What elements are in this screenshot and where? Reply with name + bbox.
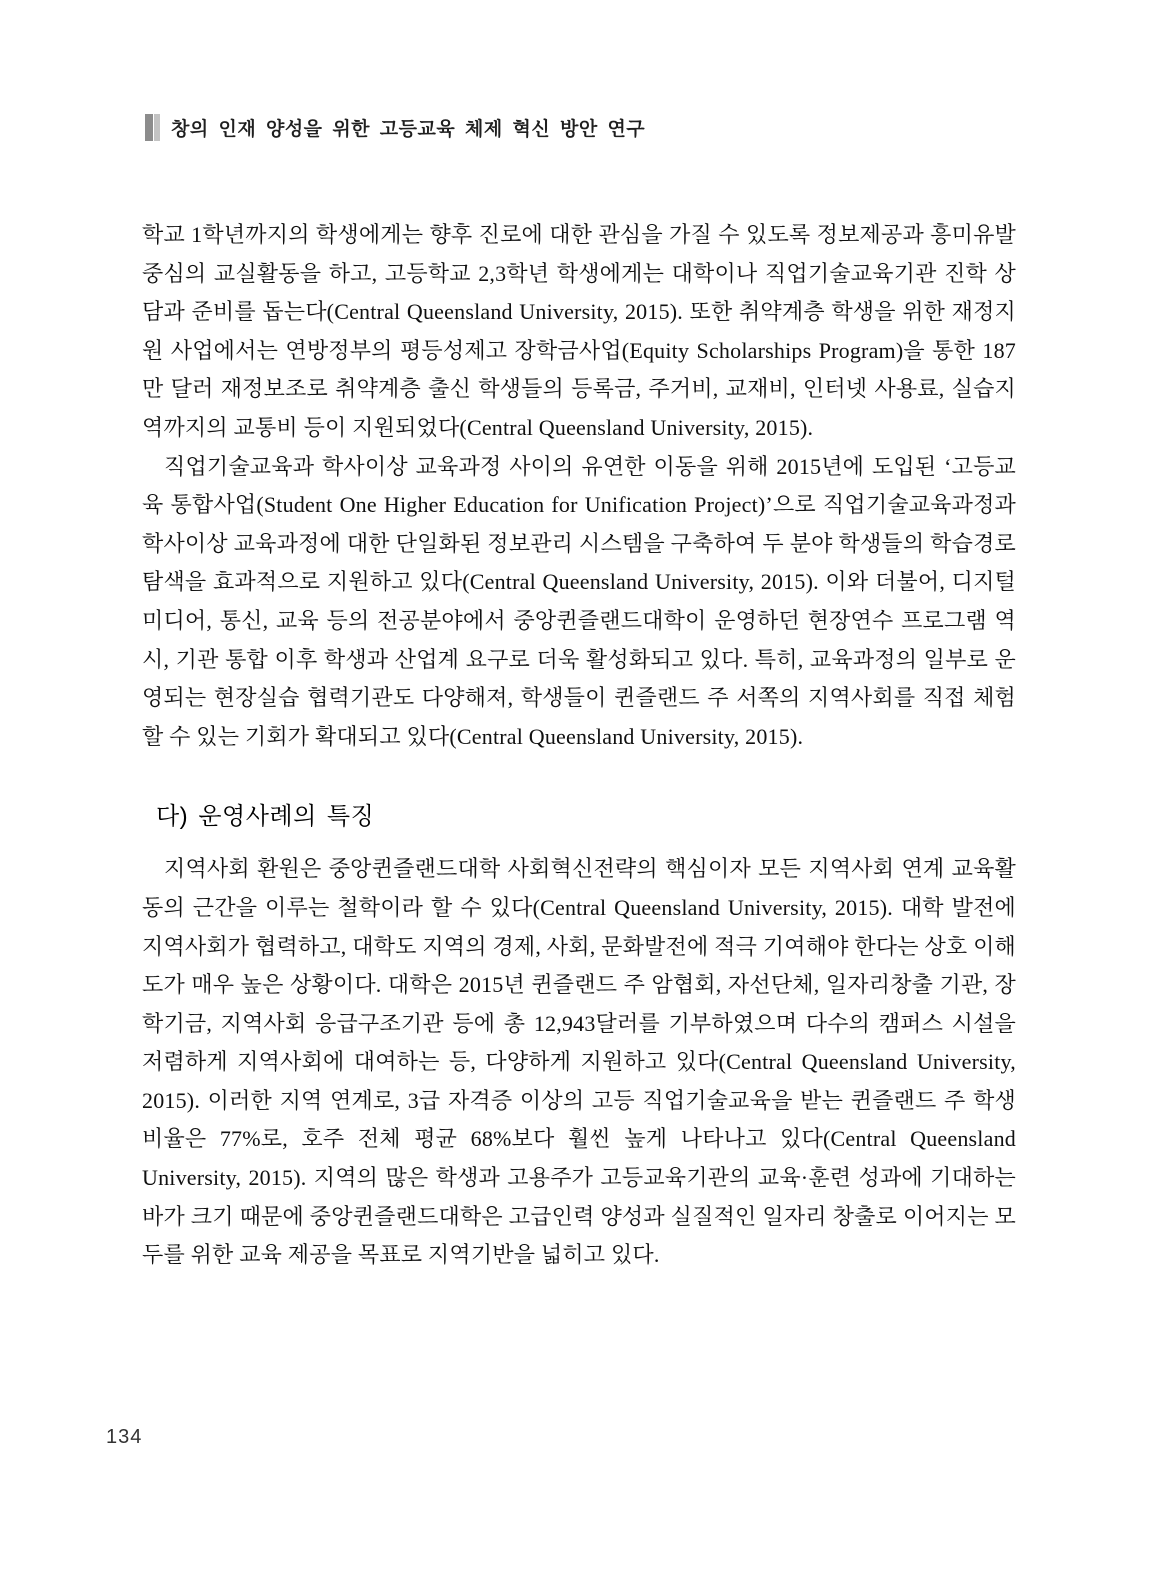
body-paragraph-1: 학교 1학년까지의 학생에게는 향후 진로에 대한 관심을 가질 수 있도록 정보제공과 흥미유발 중심의 교실활동을 하고, 고등학교 2,3학년 학생에게는 대학이나 직업기술교육기관 진학 상담과 준비를 돕는다(Central Queensland University, 2015). 또한 취약계층 학생을 위한 재정지원 사업에서는 연방정부의 평등성제고 장학금사업(Equity Scholarships Program)을 통한 187만 달러 재정보조로 취약계층 출신 학생들의 등록금, 주거비, 교재비, 인터넷 사용료, 실습지역까지의 교통비 등이 지원되었다(Central Queensland University, 2015).	[142, 222, 1016, 440]
header-bar-icon	[145, 114, 160, 141]
header-bar-dark	[145, 114, 153, 141]
body-paragraph-2: 직업기술교육과 학사이상 교육과정 사이의 유연한 이동을 위해 2015년에 도입된 ‘고등교육 통합사업(Student One Higher Education for Unification Project)’으로 직업기술교육과정과 학사이상 교육과정에 대한 단일화된 정보관리 시스템을 구축하여 두 분야 학생들의 학습경로 탐색을 효과적으로 지원하고 있다(Central Queensland University, 2015). 이와 더불어, 디지털 미디어, 통신, 교육 등의 전공분야에서 중앙퀸즐랜드대학이 운영하던 현장연수 프로그램 역시, 기관 통합 이후 학생과 산업계 요구로 더욱 활성화되고 있다. 특히, 교육과정의 일부로 운영되는 현장실습 협력기관도 다양해져, 학생들이 퀸즐랜드 주 서쪽의 지역사회를 직접 체험할 수 있는 기회가 확대되고 있다(Central Queensland University, 2015).	[142, 453, 1016, 749]
running-header	[145, 114, 645, 141]
page-number: 134	[106, 1426, 143, 1448]
body-paragraph-3: 지역사회 환원은 중앙퀸즐랜드대학 사회혁신전략의 핵심이자 모든 지역사회 연계 교육활동의 근간을 이루는 철학이라 할 수 있다(Central Queensland University, 2015). 대학 발전에 지역사회가 협력하고, 대학도 지역의 경제, 사회, 문화발전에 적극 기여해야 한다는 상호 이해도가 매우 높은 상황이다. 대학은 2015년 퀸즐랜드 주 암협회, 자선단체, 일자리창출 기관, 장학기금, 지역사회 응급구조기관 등에 총 12,943달러를 기부하였으며 다수의 캠퍼스 시설을 저렴하게 지역사회에 대여하는 등, 다양하게 지원하고 있다(Central Queensland University, 2015). 이러한 지역 연계로, 3급 자격증 이상의 고등 직업기술교육을 받는 퀸즐랜드 주 학생 비율은 77%로, 호주 전체 평균 68%보다 훨씬 높게 나타나고 있다(Central Queensland University, 2015). 지역의 많은 학생과 고용주가 고등교육기관의 교육·훈련 성과에 기대하는 바가 크기 때문에 중앙퀸즐랜드대학은 고급인력 양성과 실질적인 일자리 창출로 이어지는 모두를 위한 교육 제공을 목표로 지역기반을 넓히고 있다.	[142, 856, 1016, 1268]
body-text-block	[142, 216, 1016, 1275]
section-heading: 다) 운영사례의 특징	[156, 803, 375, 831]
header-bar-light	[154, 114, 160, 141]
running-header-title: 창의 인재 양성을 위한 고등교육 체제 혁신 방안 연구	[171, 119, 646, 140]
